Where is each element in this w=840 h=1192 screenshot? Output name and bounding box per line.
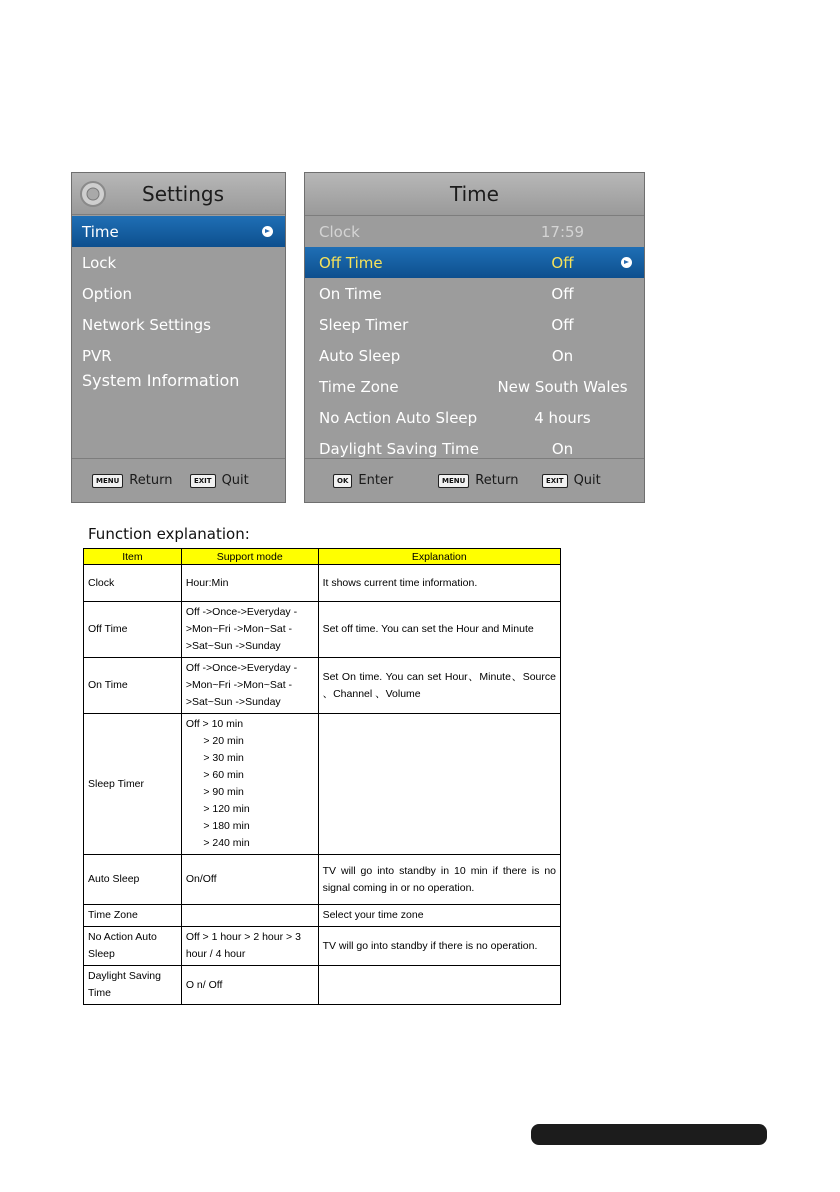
quit-label: Quit [221, 473, 249, 488]
table-row [84, 927, 561, 966]
table-row [84, 658, 561, 714]
exit-key-icon: EXIT [542, 474, 568, 488]
cell-explanation: Select your time zone [318, 905, 560, 927]
time-item-label: No Action Auto Sleep [319, 408, 478, 427]
cell-item: Off Time [84, 602, 182, 658]
enter-label: Enter [358, 473, 394, 488]
cell-item: No Action Auto Sleep [84, 927, 182, 966]
time-item-no-action-auto-sleep[interactable] [305, 402, 644, 433]
quit-label: Quit [573, 473, 601, 488]
quit-hint[interactable] [190, 473, 249, 488]
time-item-time-zone[interactable] [305, 371, 644, 402]
ok-key-icon: OK [333, 474, 352, 488]
settings-footer [72, 458, 285, 502]
time-header [305, 173, 644, 216]
cell-explanation: TV will go into standby in 10 min if there is no signal coming in or no operation. [318, 855, 560, 905]
cell-explanation: Set off time. You can set the Hour and Minute [318, 602, 560, 658]
cell-explanation [318, 714, 560, 855]
time-item-value: Off [551, 284, 574, 303]
time-footer [305, 458, 644, 502]
exit-key-icon: EXIT [190, 474, 216, 488]
cell-mode: On/Off [181, 855, 318, 905]
table-row [84, 602, 561, 658]
settings-item-option[interactable] [72, 278, 285, 309]
time-item-sleep-timer[interactable] [305, 309, 644, 340]
cell-explanation [318, 966, 560, 1005]
settings-item-label: System Information [82, 371, 240, 390]
arrow-right-icon [621, 257, 632, 268]
settings-title: Settings [142, 181, 225, 206]
cell-explanation: Set On time. You can set Hour、Minute、Source 、Channel 、Volume [318, 658, 560, 714]
return-label: Return [129, 473, 173, 488]
cell-mode: Off > 1 hour > 2 hour > 3 hour / 4 hour [181, 927, 318, 966]
time-item-label: Clock [319, 222, 360, 241]
settings-menu-panel [71, 172, 286, 503]
enter-hint[interactable] [333, 473, 393, 488]
settings-item-label: Option [82, 284, 133, 303]
time-item-label: Auto Sleep [319, 346, 401, 365]
header-item: Item [84, 549, 182, 565]
cell-item: Clock [84, 565, 182, 602]
cell-explanation: TV will go into standby if there is no operation. [318, 927, 560, 966]
page-footer-tab [531, 1124, 767, 1145]
time-item-value: 4 hours [534, 408, 591, 427]
return-hint[interactable] [92, 473, 172, 488]
time-item-value: Off [551, 253, 574, 272]
time-item-value: 17:59 [540, 222, 585, 241]
settings-header [72, 173, 285, 215]
time-item-value: On [551, 439, 574, 458]
settings-item-label: Network Settings [82, 315, 211, 334]
cell-explanation: It shows current time information. [318, 565, 560, 602]
cell-mode: O n/ Off [181, 966, 318, 1005]
cell-mode [181, 905, 318, 927]
cell-item: On Time [84, 658, 182, 714]
time-item-label: Sleep Timer [319, 315, 409, 334]
arrow-right-icon [262, 226, 273, 237]
settings-item-label: PVR [82, 346, 112, 365]
settings-item-label: Time [82, 222, 119, 241]
table-row [84, 905, 561, 927]
time-item-value: Off [551, 315, 574, 334]
cell-mode: Off ->Once->Everyday ->Mon~Fri ->Mon~Sat ->Sat~Sun ->Sunday [181, 658, 318, 714]
table-row [84, 966, 561, 1005]
table-header-row [84, 549, 561, 565]
header-support-mode: Support mode [181, 549, 318, 565]
settings-item-time[interactable] [72, 216, 285, 247]
function-explanation-table [83, 548, 561, 1005]
settings-item-network[interactable] [72, 309, 285, 340]
time-item-off-time[interactable] [305, 247, 644, 278]
quit-hint[interactable] [542, 473, 601, 488]
time-item-value: On [551, 346, 574, 365]
time-menu-panel [304, 172, 645, 503]
menu-key-icon: MENU [92, 474, 123, 488]
table-row [84, 714, 561, 855]
settings-item-label: Lock [82, 253, 117, 272]
cell-mode: Hour:Min [181, 565, 318, 602]
settings-item-system-information[interactable] [72, 371, 285, 397]
time-item-label: Time Zone [319, 377, 399, 396]
cell-mode: Off > 10 min > 20 min > 30 min > 60 min > 90 min > 120 min > 180 min > 240 min [181, 714, 318, 855]
cell-mode: Off ->Once->Everyday ->Mon~Fri ->Mon~Sat ->Sat~Sun ->Sunday [181, 602, 318, 658]
cell-item: Auto Sleep [84, 855, 182, 905]
menu-key-icon: MENU [438, 474, 469, 488]
header-explanation: Explanation [318, 549, 560, 565]
table-row [84, 565, 561, 602]
return-label: Return [475, 473, 519, 488]
cell-item: Daylight Saving Time [84, 966, 182, 1005]
time-item-label: On Time [319, 284, 382, 303]
time-title: Time [450, 182, 499, 206]
time-item-label: Off Time [319, 253, 383, 272]
settings-item-lock[interactable] [72, 247, 285, 278]
function-explanation-title: Function explanation: [88, 525, 250, 543]
cell-item: Sleep Timer [84, 714, 182, 855]
time-item-clock [305, 216, 644, 247]
cell-item: Time Zone [84, 905, 182, 927]
gear-icon [78, 179, 108, 209]
time-item-on-time[interactable] [305, 278, 644, 309]
table-row [84, 855, 561, 905]
settings-item-pvr[interactable] [72, 340, 285, 371]
time-item-value: New South Wales [497, 377, 628, 396]
time-item-label: Daylight Saving Time [319, 439, 479, 458]
time-item-auto-sleep[interactable] [305, 340, 644, 371]
return-hint[interactable] [438, 473, 518, 488]
